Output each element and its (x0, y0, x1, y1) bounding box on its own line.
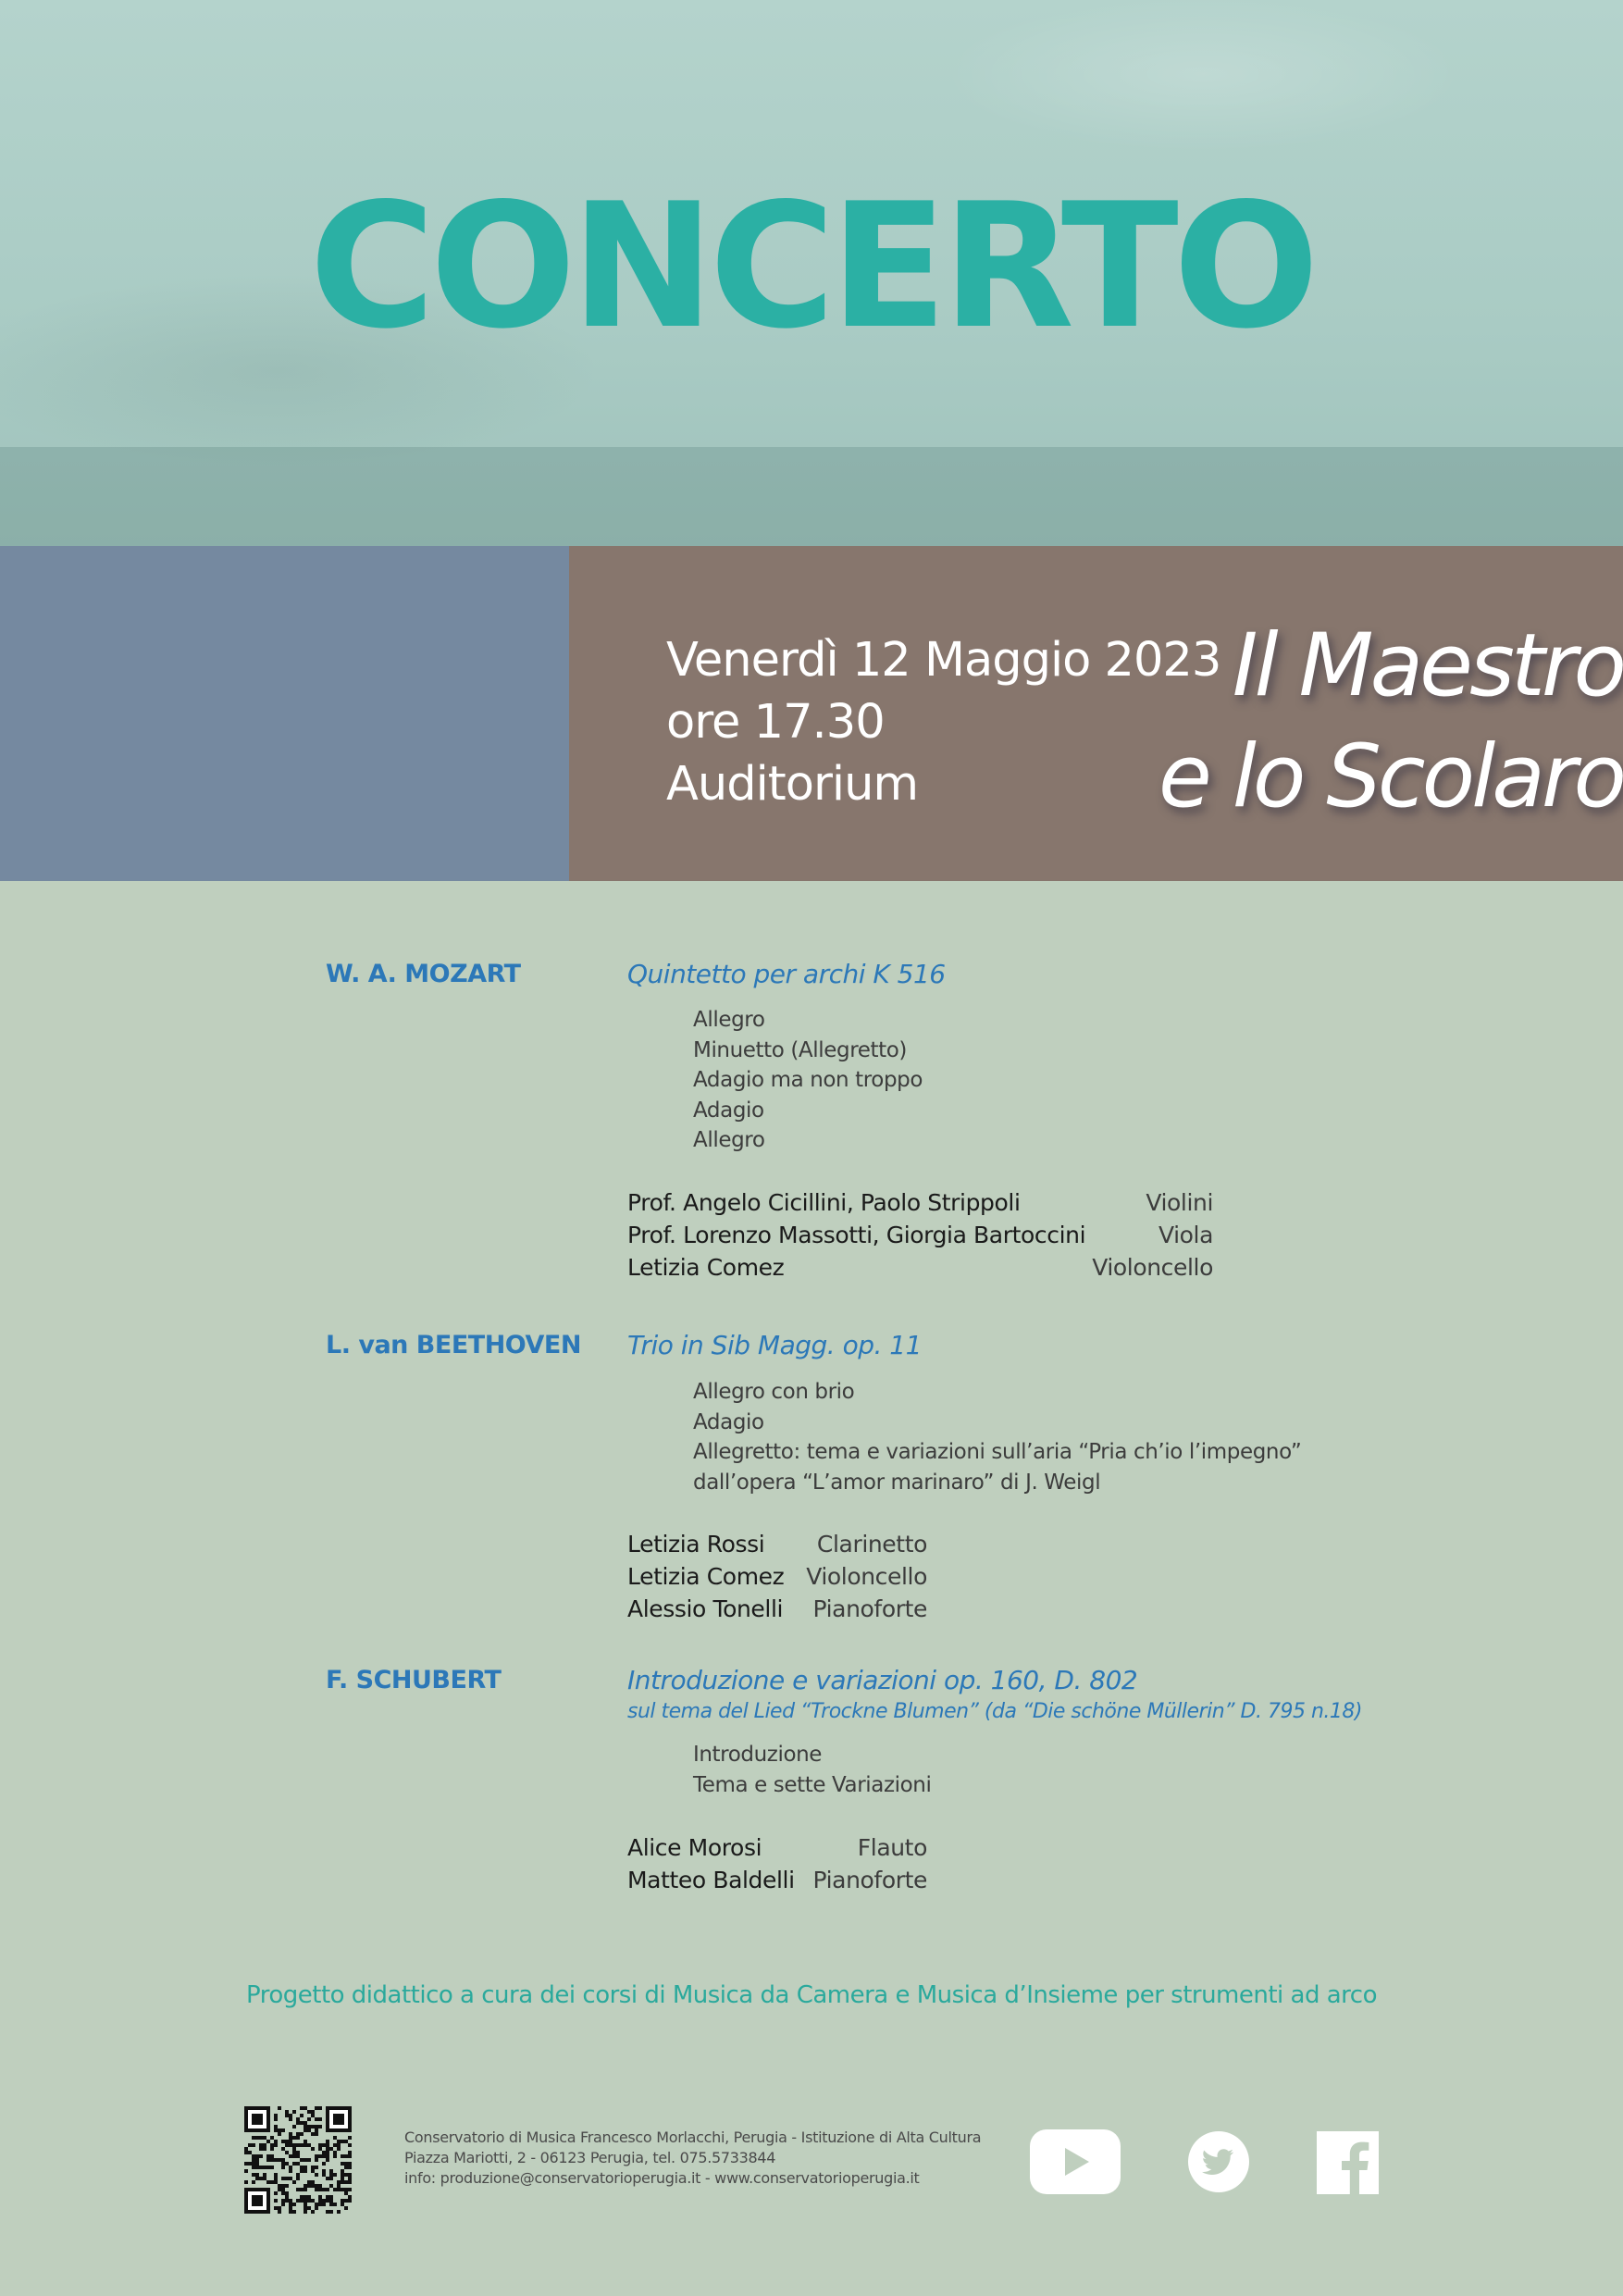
movement-item: dall’opera “L’amor marinaro” di J. Weigl (693, 1470, 1101, 1495)
facebook-icon[interactable] (1317, 2131, 1379, 2194)
performers-beethoven (627, 1528, 927, 1625)
subtitle-line-2: e lo Scolaro (1158, 726, 1623, 827)
event-details (666, 629, 1220, 815)
performer-name: Matteo Baldelli (627, 1867, 795, 1893)
subtitle-line-1: Il Maestro (1232, 615, 1623, 716)
footer-address: Piazza Mariotti, 2 - 06123 Perugia, tel. 075.5733844 (404, 2149, 776, 2166)
movement-item: Allegro (693, 1128, 765, 1152)
movements-schubert (693, 1740, 931, 1800)
movement-item: Introduzione (693, 1743, 823, 1767)
performer-instrument: Viola (1158, 1222, 1213, 1248)
event-date: Venerdì 12 Maggio 2023 (666, 633, 1221, 688)
performers-schubert (627, 1831, 927, 1896)
movement-item: Adagio ma non troppo (693, 1068, 923, 1092)
performer-name: Letizia Rossi (627, 1531, 765, 1558)
footer-contact (404, 2128, 981, 2189)
footer-institution: Conservatorio di Musica Francesco Morlacchi, Perugia - Istituzione di Alta Cultura (404, 2128, 982, 2146)
header-shade (0, 447, 1623, 546)
movement-item: Adagio (693, 1098, 764, 1123)
movement-item: Allegro (693, 1008, 765, 1032)
performer-row (627, 1219, 1213, 1251)
header-banner (0, 0, 1623, 546)
twitter-icon[interactable] (1187, 2130, 1250, 2193)
qr-code[interactable] (244, 2106, 352, 2214)
performer-name: Prof. Angelo Cicillini, Paolo Strippoli (627, 1189, 1021, 1216)
movement-item: Adagio (693, 1409, 764, 1434)
performer-row (627, 1528, 927, 1560)
performer-row (627, 1864, 927, 1896)
performer-name: Prof. Lorenzo Massotti, Giorgia Bartoccini (627, 1222, 1086, 1248)
page-title: CONCERTO (309, 166, 1314, 366)
performer-instrument: Violoncello (1092, 1254, 1213, 1281)
movements-mozart (693, 1005, 923, 1156)
footer-contacts: info: produzione@conservatorioperugia.it - www.conservatorioperugia.it (404, 2169, 920, 2187)
performer-row (627, 1186, 1213, 1219)
movement-item: Allegretto: tema e variazioni sull’aria “Pria ch’io l’impegno” (693, 1440, 1302, 1464)
performers-mozart (627, 1186, 1213, 1284)
performer-name: Letizia Comez (627, 1563, 785, 1590)
performer-instrument: Violoncello (806, 1563, 927, 1590)
work-subtitle-schubert: sul tema del Lied “Trockne Blumen” (da “Die schöne Müllerin” D. 795 n.18) (627, 1700, 1362, 1723)
event-venue: Auditorium (666, 757, 919, 812)
performer-name: Letizia Comez (627, 1254, 785, 1281)
youtube-icon[interactable] (1030, 2129, 1121, 2194)
work-mozart: Quintetto per archi K 516 (627, 959, 946, 989)
composer-mozart: W. A. MOZART (326, 960, 521, 988)
composer-schubert: F. SCHUBERT (326, 1666, 502, 1694)
movements-beethoven (693, 1377, 1301, 1497)
performer-row (627, 1251, 1213, 1284)
performer-instrument: Violini (1146, 1189, 1213, 1216)
work-schubert: Introduzione e variazioni op. 160, D. 802 (627, 1665, 1138, 1695)
project-note: Progetto didattico a cura dei corsi di Musica da Camera e Musica d’Insieme per strumenti ad arco (246, 1981, 1377, 2009)
performer-row (627, 1593, 927, 1625)
performer-instrument: Pianoforte (812, 1595, 927, 1622)
performer-instrument: Pianoforte (812, 1867, 927, 1893)
movement-item: Allegro con brio (693, 1380, 855, 1404)
performer-instrument: Flauto (857, 1834, 927, 1861)
performer-name: Alice Morosi (627, 1834, 762, 1861)
movement-item: Tema e sette Variazioni (693, 1772, 932, 1797)
performer-row (627, 1831, 927, 1864)
composer-beethoven: L. van BEETHOVEN (326, 1331, 581, 1359)
performer-name: Alessio Tonelli (627, 1595, 784, 1622)
subtitle-panel (0, 546, 569, 881)
event-time: ore 17.30 (666, 695, 885, 750)
movement-item: Minuetto (Allegretto) (693, 1037, 907, 1062)
performer-instrument: Clarinetto (816, 1531, 927, 1558)
performer-row (627, 1560, 927, 1593)
work-beethoven: Trio in Sib Magg. op. 11 (627, 1330, 922, 1360)
